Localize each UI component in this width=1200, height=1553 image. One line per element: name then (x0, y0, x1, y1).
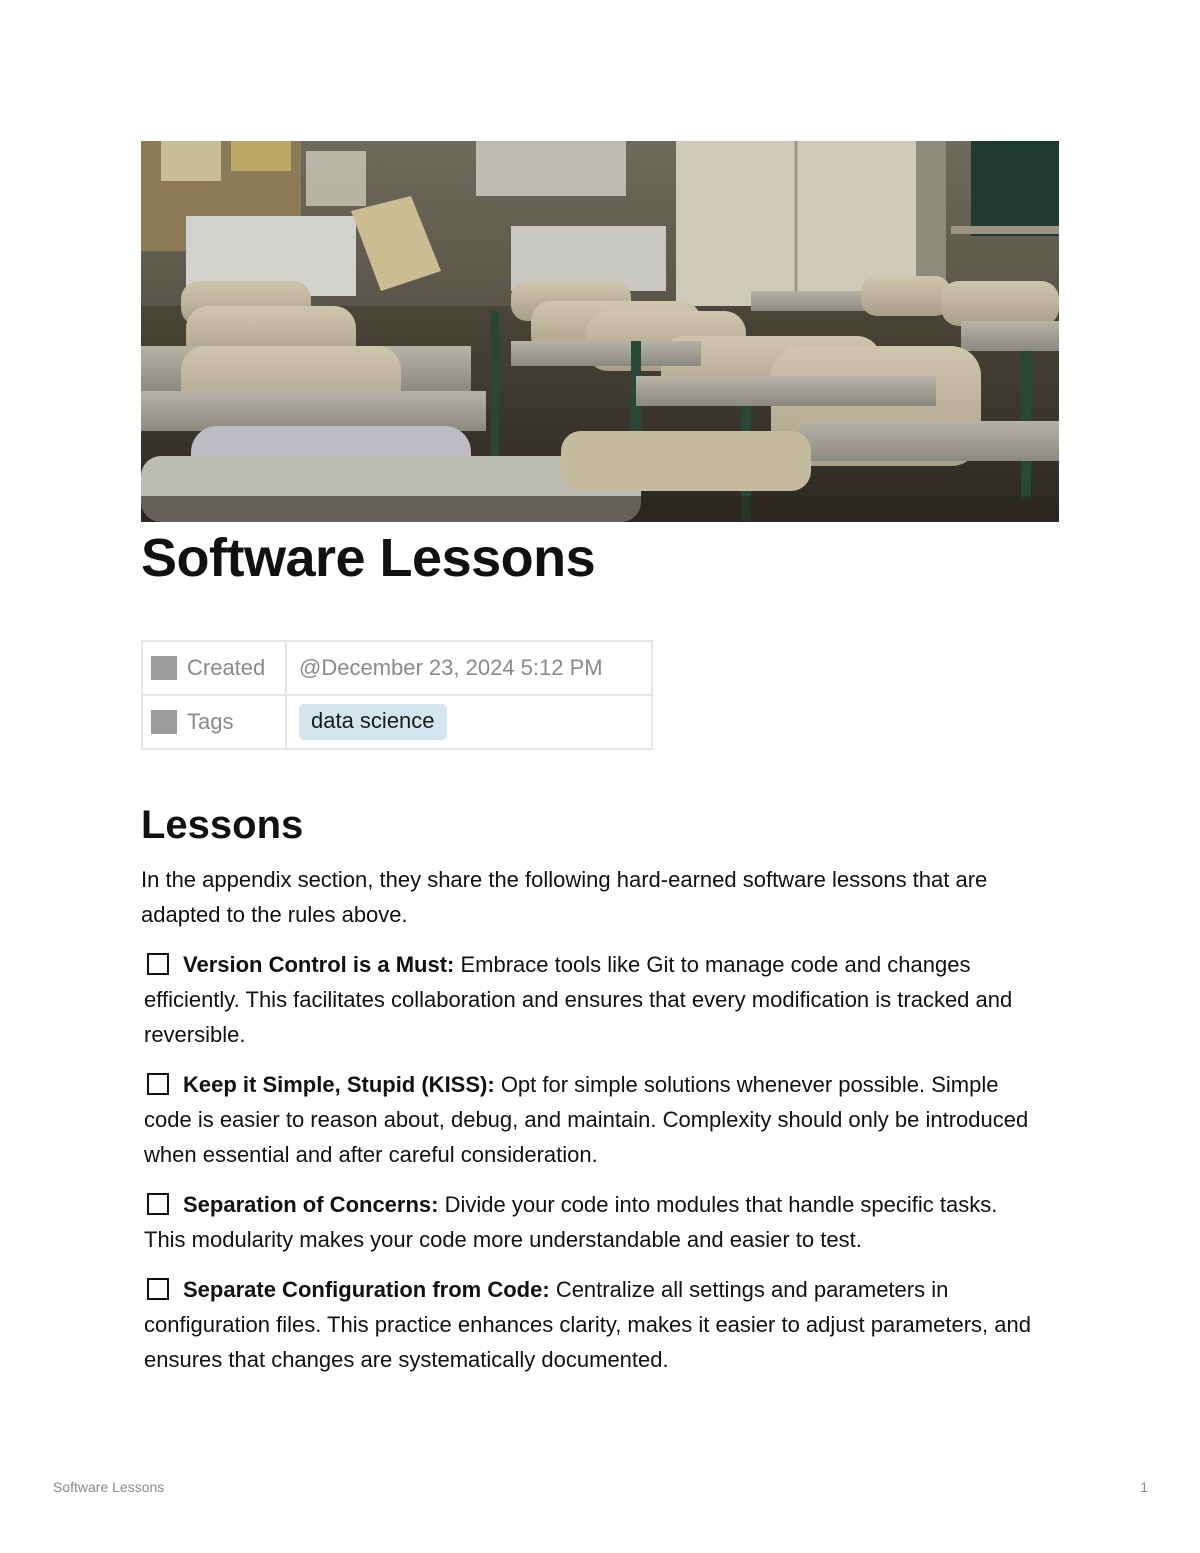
checkbox[interactable] (147, 1073, 169, 1095)
property-row-tags (142, 695, 652, 749)
property-label-created: Created (187, 655, 266, 680)
todo-text: Centralize all settings and parameters in configuration files. This practice enhances clarity, makes it easier to adjust parameters, and ensures that changes are systematically documented. (144, 1277, 1031, 1372)
property-key-tags (142, 695, 286, 749)
checkbox[interactable] (147, 1193, 169, 1215)
todo-title: Separate Configuration from Code: (183, 1277, 550, 1302)
cover-image (141, 141, 1059, 522)
todo-title: Keep it Simple, Stupid (KISS): (183, 1072, 495, 1097)
property-key-created (142, 641, 286, 695)
todo-text: Divide your code into modules that handle specific tasks. This modularity makes your code more understandable and easier to test. (144, 1192, 998, 1252)
todo-item (144, 947, 1044, 1052)
tag-chip[interactable]: data science (299, 704, 447, 740)
todo-item (144, 1067, 1044, 1172)
todo-text: Embrace tools like Git to manage code and changes efficiently. This facilitates collaboration and ensures that every modification is tracked and reversible. (144, 952, 1013, 1047)
property-value-created[interactable]: @December 23, 2024 5:12 PM (286, 641, 652, 695)
section-heading: Lessons (141, 803, 304, 847)
list-icon (151, 710, 177, 734)
todo-title: Version Control is a Must: (183, 952, 455, 977)
classroom-photo (141, 141, 1059, 522)
section-intro: In the appendix section, they share the following hard-earned software lessons that are adapted to the rules above. (141, 867, 988, 927)
todo-text: Opt for simple solutions whenever possible. Simple code is easier to reason about, debug, and maintain. Complexity should only be introduced when essential and after careful consideration. (144, 1072, 1029, 1167)
todo-title: Separation of Concerns: (183, 1192, 439, 1217)
footer-title: Software Lessons (53, 1479, 165, 1495)
todo-list (144, 947, 1044, 1392)
checkbox[interactable] (147, 1278, 169, 1300)
property-row-created (142, 641, 652, 695)
footer-page-number: 1 (1140, 1479, 1148, 1495)
properties-table (141, 640, 653, 750)
property-value-tags[interactable] (286, 695, 652, 749)
page-title: Software Lessons (141, 528, 596, 588)
checkbox[interactable] (147, 953, 169, 975)
property-label-tags: Tags (187, 709, 234, 734)
todo-item (144, 1272, 1044, 1377)
clock-icon (151, 656, 177, 680)
todo-item (144, 1187, 1044, 1257)
